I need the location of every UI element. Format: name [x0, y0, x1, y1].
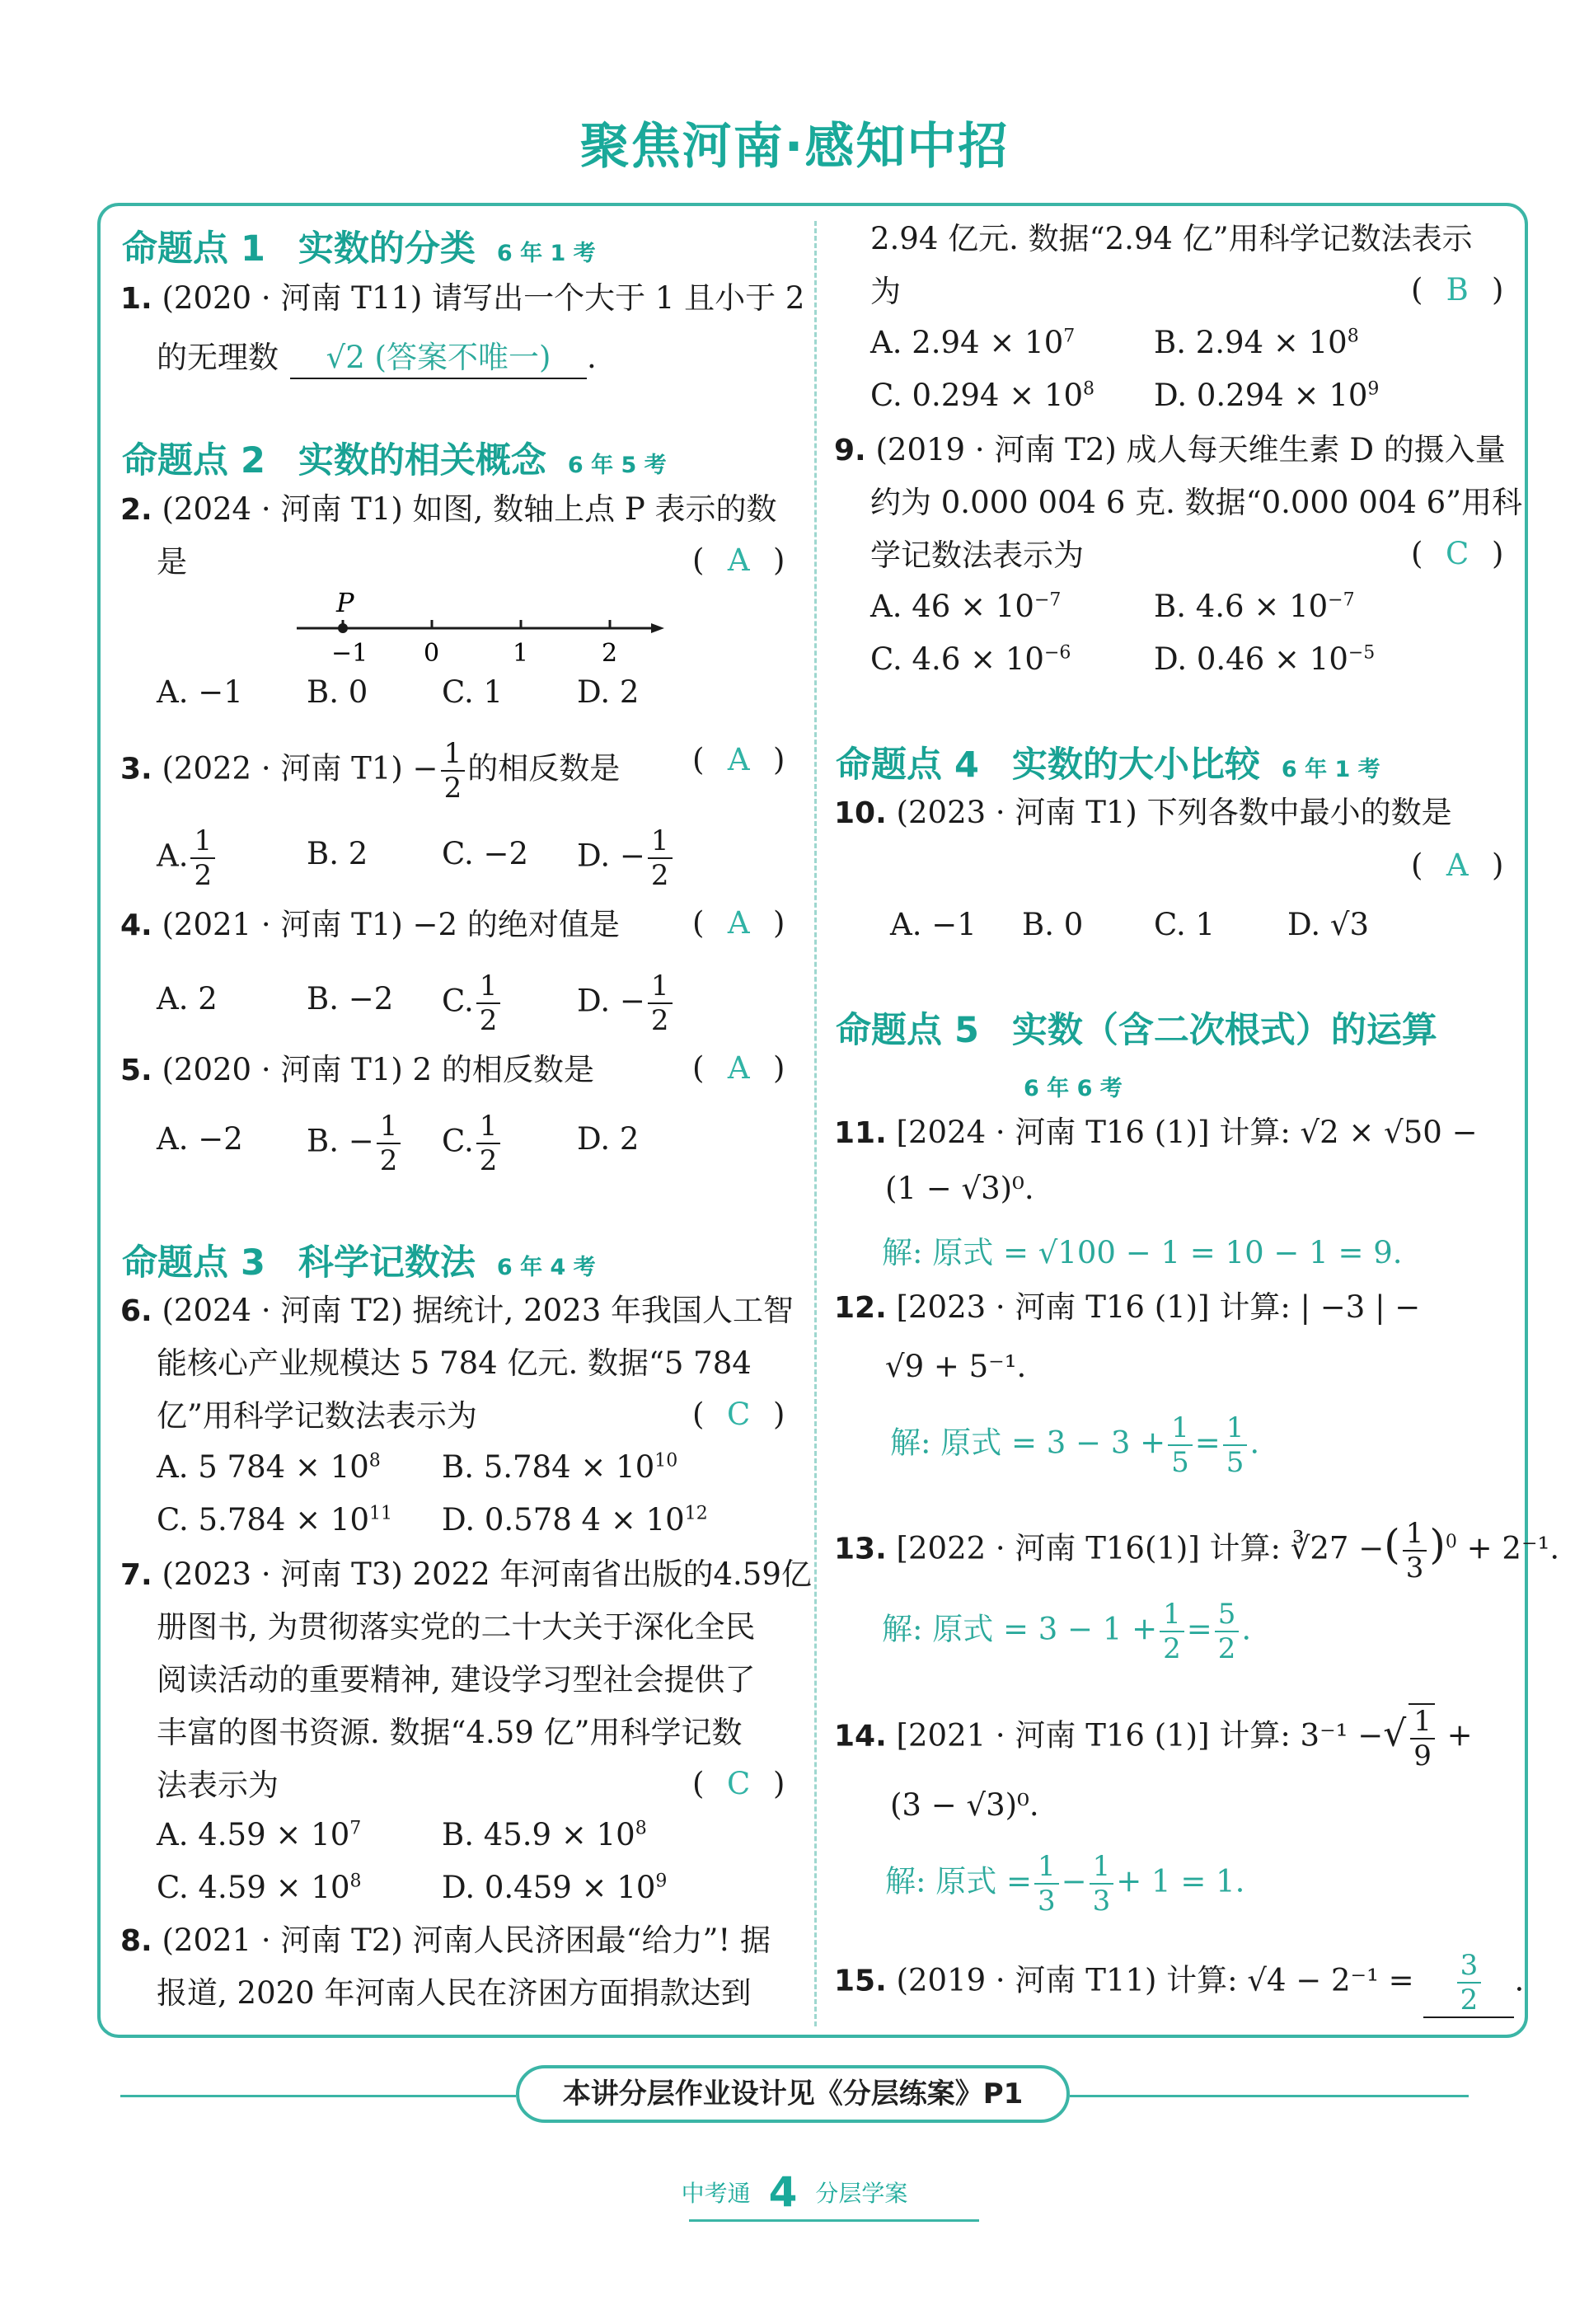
- answer-choice: C: [727, 1766, 751, 1801]
- exponent: 7: [1063, 326, 1076, 347]
- q11-solution: 解: 原式 = √100 − 1 = 10 − 1 = 9.: [882, 1235, 1403, 1270]
- question-stem: (2023 · 河南 T3) 2022 年河南省出版的4.59亿: [162, 1556, 812, 1592]
- fraction-numerator: 1: [648, 824, 673, 859]
- question-stem: (2019 · 河南 T2) 成人每天维生素 D 的摄入量: [875, 432, 1506, 467]
- exponent: 8: [349, 1871, 362, 1892]
- option-c: C. 1: [1154, 907, 1216, 942]
- option-d: [442, 1870, 667, 1905]
- banner-rule-left: [120, 2095, 516, 2097]
- exponent: −7: [1328, 589, 1355, 611]
- exponent: 9: [1367, 378, 1380, 400]
- footer-underline: [689, 2219, 979, 2222]
- option-label: C.: [442, 983, 474, 1019]
- question-stem: (2022 · 河南 T1) −: [162, 750, 438, 786]
- option-label: B. 4.6 × 10: [1154, 589, 1329, 624]
- option-label: D. −: [577, 838, 645, 874]
- answer-choice: C: [727, 1397, 751, 1432]
- question-number: 9.: [834, 434, 866, 467]
- solution-text: 解: 原式 = 3 − 1 +: [882, 1611, 1158, 1647]
- question-number: 14.: [834, 1719, 887, 1754]
- fraction-denominator: 2: [194, 859, 213, 892]
- question-stem: 的无理数: [157, 340, 279, 375]
- option-b: [1154, 589, 1355, 624]
- question-number: 5.: [120, 1054, 152, 1087]
- option-d: [577, 970, 675, 1037]
- section-name: 实数的相关概念: [298, 440, 546, 481]
- q13-solution: 解: 原式 = 3 − 1 + $\frac{1}{2}$ = $\frac{5}{2}$ .: [882, 1598, 1252, 1665]
- question-number: 2.: [120, 493, 152, 527]
- question-stem: 约为 0.000 004 6 克. 数据“0.000 004 6”用科: [870, 485, 1523, 520]
- question-number: 6.: [120, 1294, 152, 1328]
- section-heading-1: [122, 221, 596, 271]
- option-a: A. −1: [890, 907, 977, 942]
- option-a: A. 2: [157, 981, 218, 1016]
- section-tag: 6 年 1 考: [1281, 757, 1380, 782]
- section-name: 实数（含二次根式）的运算: [1011, 1010, 1437, 1051]
- section-tag-5: [1024, 1063, 1123, 1105]
- section-tag: 6 年 6 考: [1024, 1076, 1123, 1101]
- q12-line1: [834, 1288, 1420, 1328]
- tick-label: −1: [331, 639, 368, 666]
- section-name: 科学记数法: [298, 1242, 476, 1284]
- option-a: A. −2: [157, 1121, 243, 1157]
- question-stem: 丰富的图书资源. 数据“4.59 亿”用科学记数: [157, 1715, 743, 1750]
- question-number: 3.: [120, 752, 152, 786]
- axis-arrow: [651, 623, 664, 633]
- q4-answer: ( A ): [692, 905, 785, 941]
- section-heading-3: [122, 1235, 596, 1285]
- option-a: [157, 1817, 361, 1852]
- question-number: 7.: [120, 1558, 152, 1592]
- punctuation: .: [1514, 1962, 1525, 1998]
- solution-text: .: [1241, 1611, 1252, 1647]
- question-stem: 为: [870, 274, 901, 309]
- page-number: 4: [768, 2168, 798, 2216]
- option-label: C. 0.294 × 10: [870, 378, 1084, 413]
- option-label: C. 5.784 × 10: [157, 1502, 370, 1538]
- question-stem: 学记数法表示为: [870, 538, 1084, 573]
- solution-text: −: [1061, 1863, 1087, 1899]
- q3-stem: [120, 737, 620, 805]
- number-line: [288, 592, 668, 666]
- section-label: 命题点 4: [836, 744, 979, 786]
- option-label: D. 0.294 × 10: [1154, 378, 1368, 413]
- option-label: C.: [442, 1123, 474, 1159]
- question-stem: (2024 · 河南 T1) 如图, 数轴上点 P 表示的数: [162, 491, 777, 527]
- solution-text: 解: 原式 = 3 − 3 +: [890, 1425, 1166, 1461]
- option-a: A. −1: [157, 674, 243, 710]
- q7-line1: [120, 1555, 812, 1595]
- section-tag: 6 年 4 考: [496, 1255, 596, 1280]
- question-number: 11.: [834, 1116, 887, 1150]
- brand-name: 中考通: [681, 2180, 751, 2207]
- fraction-numerator: 1: [377, 1110, 401, 1144]
- option-b: [442, 1449, 677, 1485]
- question-number: 4.: [120, 908, 152, 942]
- option-a: [870, 325, 1075, 360]
- section-label: 命题点 3: [122, 1242, 265, 1284]
- section-tag: 6 年 1 考: [496, 241, 596, 266]
- option-b: B. 2: [307, 836, 368, 871]
- question-stem: +: [1446, 1717, 1473, 1754]
- fraction-denominator: 2: [650, 859, 669, 892]
- option-d: D. √3: [1287, 907, 1369, 942]
- option-c: [870, 378, 1094, 413]
- option-d: D. 2: [577, 674, 640, 710]
- exponent: 10: [654, 1450, 678, 1472]
- option-b: B. 0: [307, 674, 368, 710]
- option-d: [1154, 378, 1379, 413]
- option-label: A.: [157, 838, 189, 874]
- answer-choice: A: [1446, 847, 1469, 883]
- question-stem: (2020 · 河南 T1) 2 的相反数是: [162, 1052, 594, 1087]
- question-stem: (2019 · 河南 T11) 计算: √4 − 2⁻¹ =: [896, 1962, 1414, 1998]
- q10-line1: [834, 793, 1452, 833]
- q14-line1: 14. [2021 · 河南 T16 (1)] 计算: 3⁻¹ −√ $\frac{1}{9}$ +: [834, 1705, 1473, 1772]
- option-d: [442, 1502, 708, 1538]
- option-label: C. 4.59 × 10: [157, 1870, 350, 1905]
- exponent: −6: [1043, 642, 1071, 664]
- point-label: P: [336, 592, 354, 618]
- tick-label: 1: [513, 639, 529, 666]
- solution-text: + 1 = 1.: [1116, 1863, 1245, 1899]
- section-heading-4: [836, 737, 1380, 787]
- question-stem: (3 − √3)⁰.: [890, 1787, 1039, 1823]
- answer-choice: B: [1446, 272, 1469, 308]
- tick-label: 2: [602, 639, 618, 666]
- exponent: −5: [1348, 642, 1376, 664]
- option-c: [157, 1870, 362, 1905]
- option-a: [157, 1449, 381, 1485]
- footer-banner: [120, 2065, 1469, 2129]
- exponent: 8: [1083, 378, 1095, 400]
- question-stem: (2021 · 河南 T1) −2 的绝对值是: [162, 907, 620, 942]
- question-stem: (2024 · 河南 T2) 据统计, 2023 年我国人工智: [162, 1293, 794, 1328]
- question-stem: 法表示为: [157, 1768, 279, 1803]
- section-label: 命题点 2: [122, 440, 265, 481]
- option-label: D. 0.46 × 10: [1154, 641, 1348, 677]
- q11-line1: [834, 1113, 1478, 1153]
- question-stem: (2020 · 河南 T11) 请写出一个大于 1 且小于 2: [162, 280, 805, 316]
- fraction-numerator: 1: [648, 970, 673, 1004]
- option-a: [870, 589, 1061, 624]
- option-label: D. 0.459 × 10: [442, 1870, 656, 1905]
- option-label: D. 0.578 4 × 10: [442, 1502, 685, 1538]
- question-stem: 报道, 2020 年河南人民在济困方面捐款达到: [157, 1975, 752, 2011]
- option-d: [1154, 641, 1375, 677]
- option-b: B. 0: [1022, 907, 1084, 942]
- section-name: 实数的分类: [298, 228, 476, 270]
- exponent: 8: [368, 1450, 381, 1472]
- q6-answer: ( C ): [692, 1397, 785, 1432]
- question-stem: 阅读活动的重要精神, 建设学习型社会提供了: [157, 1662, 756, 1697]
- question-stem: [2021 · 河南 T16 (1)] 计算: 3⁻¹ −: [896, 1717, 1384, 1754]
- page-footer: [0, 2168, 1589, 2216]
- q8-answer: ( B ): [1411, 272, 1504, 308]
- question-stem: 的相反数是: [467, 750, 621, 786]
- section-heading-2: [122, 433, 667, 483]
- question-stem: 能核心产业规模达 5 784 亿元. 数据“5 784: [157, 1345, 752, 1381]
- exponent: −7: [1034, 589, 1062, 611]
- option-label: D. −: [577, 983, 645, 1019]
- fraction-numerator: 1: [476, 970, 501, 1004]
- fraction-denominator: 2: [443, 772, 462, 805]
- series-name: 分层学案: [815, 2180, 908, 2207]
- option-c: C. 1: [442, 674, 504, 710]
- answer-choice: A: [727, 1050, 750, 1086]
- q9-line1: [834, 430, 1506, 471]
- option-label: B. 5.784 × 10: [442, 1449, 655, 1485]
- question-number: 10.: [834, 796, 887, 830]
- q1-line2: [157, 338, 597, 379]
- q5-answer: ( A ): [692, 1050, 785, 1086]
- exponent: 8: [1347, 326, 1359, 347]
- fraction-denominator: 2: [479, 1004, 498, 1037]
- option-label: A. 5 784 × 10: [157, 1449, 369, 1485]
- q13-line1: 13. [2022 · 河南 T16(1)] 计算: ∛27 −( $\frac{1}{3}$ )$^0$ + 2⁻¹.: [834, 1517, 1560, 1585]
- q12-solution: 解: 原式 = 3 − 3 + $\frac{1}{5}$ = $\frac{1}{5}$ .: [890, 1411, 1260, 1479]
- option-label: A. 2.94 × 10: [870, 325, 1064, 360]
- question-stem: 2.94 亿元. 数据“2.94 亿”用科学记数法表示: [870, 221, 1473, 256]
- q9-answer: ( C ): [1411, 536, 1504, 571]
- question-number: 15.: [834, 1964, 887, 1998]
- question-stem: 册图书, 为贯彻落实党的二十大关于深化全民: [157, 1609, 756, 1645]
- option-d: D. 2: [577, 1121, 640, 1157]
- exponent: 7: [349, 1818, 362, 1839]
- q2-line1: [120, 490, 777, 530]
- option-b: [1154, 325, 1359, 360]
- question-stem: [2023 · 河南 T16 (1)] 计算: | −3 | −: [896, 1289, 1421, 1325]
- punctuation: .: [587, 340, 597, 375]
- option-label: B. −: [307, 1123, 374, 1159]
- exponent: 11: [369, 1503, 393, 1524]
- exponent: 8: [635, 1818, 647, 1839]
- option-label: B. 2.94 × 10: [1154, 325, 1348, 360]
- question-number: 1.: [120, 282, 152, 316]
- question-stem: + 2⁻¹.: [1466, 1530, 1560, 1566]
- q5-stem: [120, 1050, 594, 1091]
- section-name: 实数的大小比较: [1011, 744, 1260, 786]
- answer-choice: A: [727, 905, 750, 941]
- option-c: [870, 641, 1071, 677]
- q2-line2: 是: [157, 544, 187, 580]
- solution-text: =: [1186, 1611, 1212, 1647]
- exponent: 9: [655, 1871, 668, 1892]
- fraction-numerator: 1: [441, 737, 466, 772]
- answer-choice: A: [727, 542, 750, 578]
- fraction-denominator: 2: [379, 1144, 398, 1177]
- answer-fill: √2 (答案不唯一): [326, 340, 551, 375]
- q2-answer: ( A ): [692, 542, 785, 578]
- page-title: 聚焦河南·感知中招: [579, 118, 1010, 176]
- option-b: [307, 1110, 403, 1177]
- answer-choice: A: [727, 742, 750, 777]
- option-c: [442, 970, 503, 1037]
- q4-stem: [120, 905, 620, 946]
- question-stem: [2022 · 河南 T16(1)] 计算: ∛27 −: [896, 1530, 1385, 1566]
- point-p: [338, 623, 348, 633]
- option-a: [157, 824, 218, 892]
- question-stem: (2023 · 河南 T1) 下列各数中最小的数是: [896, 795, 1452, 830]
- question-number: 12.: [834, 1291, 887, 1325]
- question-stem: (1 − √3)⁰.: [885, 1171, 1034, 1206]
- solution-text: =: [1194, 1425, 1221, 1461]
- section-heading-5: [836, 1002, 1437, 1053]
- fraction-numerator: 1: [190, 824, 215, 859]
- question-number: 8.: [120, 1924, 152, 1958]
- q1-line1: [120, 279, 804, 319]
- exponent: 12: [684, 1503, 708, 1524]
- option-c: [442, 1110, 503, 1177]
- fraction-numerator: 1: [476, 1110, 501, 1144]
- q7-answer: ( C ): [692, 1766, 785, 1801]
- option-b: B. −2: [307, 981, 394, 1016]
- section-label: 命题点 1: [122, 228, 265, 270]
- solution-text: .: [1249, 1425, 1260, 1461]
- fraction-denominator: 2: [479, 1144, 498, 1177]
- q10-answer: ( A ): [1411, 847, 1504, 883]
- fraction-denominator: 2: [650, 1004, 669, 1037]
- question-stem: 亿”用科学记数法表示为: [157, 1398, 477, 1434]
- q6-line1: [120, 1291, 794, 1331]
- solution-text: 解: 原式 =: [885, 1863, 1032, 1899]
- option-c: C. −2: [442, 836, 529, 871]
- tick-label: 0: [424, 639, 440, 666]
- section-tag: 6 年 5 考: [567, 453, 667, 478]
- option-label: C. 4.6 × 10: [870, 641, 1044, 677]
- option-b: [442, 1817, 647, 1852]
- q8-line1: [120, 1921, 771, 1961]
- option-label: B. 45.9 × 10: [442, 1817, 635, 1852]
- option-d: [577, 824, 675, 892]
- question-stem: √9 + 5⁻¹.: [885, 1349, 1027, 1384]
- question-stem: [2024 · 河南 T16 (1)] 计算: √2 × √50 −: [896, 1115, 1478, 1150]
- q14-solution: 解: 原式 = $\frac{1}{3}$ − $\frac{1}{3}$ + 1 = 1.: [885, 1850, 1245, 1918]
- q3-answer: ( A ): [692, 742, 785, 777]
- section-label: 命题点 5: [836, 1010, 979, 1051]
- column-divider: [814, 221, 817, 2026]
- option-c: [157, 1502, 392, 1538]
- question-number: 13.: [834, 1532, 887, 1566]
- option-label: A. 46 × 10: [870, 589, 1034, 624]
- question-stem: (2021 · 河南 T2) 河南人民济困最“给力”! 据: [162, 1923, 771, 1958]
- homework-reference: 本讲分层作业设计见《分层练案》P1: [516, 2065, 1070, 2123]
- banner-rule-right: [1070, 2095, 1469, 2097]
- answer-choice: C: [1446, 536, 1469, 571]
- option-label: A. 4.59 × 10: [157, 1817, 350, 1852]
- q15-line1: 15. (2019 · 河南 T11) 计算: √4 − 2⁻¹ = $\frac{3}{2}$ .: [834, 1949, 1525, 2016]
